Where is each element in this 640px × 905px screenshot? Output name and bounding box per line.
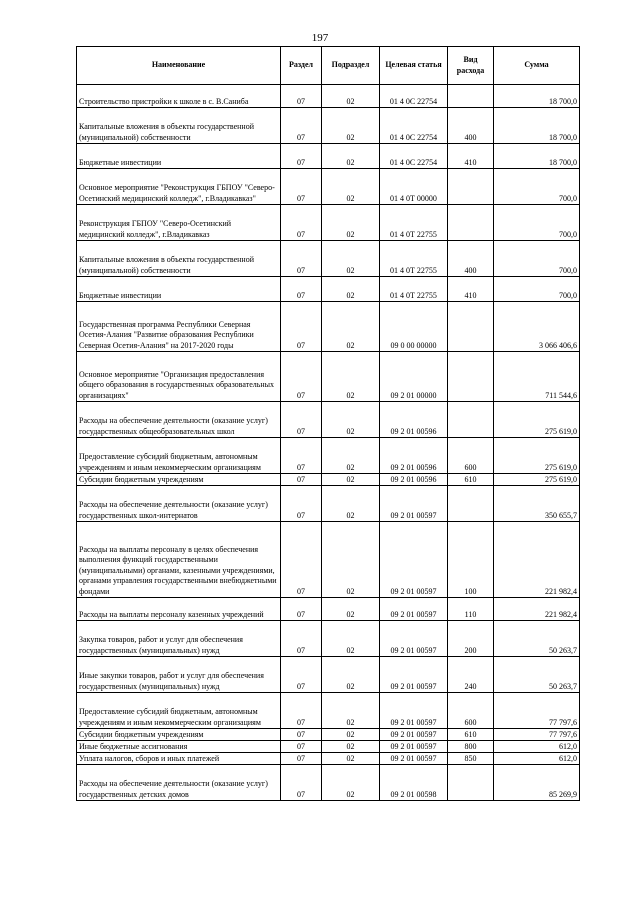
row-article: 09 2 01 00000 xyxy=(380,352,448,402)
row-sum: 50 263,7 xyxy=(494,657,580,693)
table-row xyxy=(77,85,580,108)
row-article: 09 0 00 00000 xyxy=(380,302,448,352)
row-article: 01 4 0С 22754 xyxy=(380,85,448,108)
row-section: 07 xyxy=(281,205,322,241)
row-sum: 221 982,4 xyxy=(494,522,580,598)
row-sum: 221 982,4 xyxy=(494,598,580,621)
row-article: 09 2 01 00596 xyxy=(380,402,448,438)
table-body xyxy=(77,85,580,801)
row-subsection: 02 xyxy=(322,693,380,729)
row-section: 07 xyxy=(281,474,322,486)
table-row xyxy=(77,741,580,753)
row-sum: 700,0 xyxy=(494,241,580,277)
table-row xyxy=(77,108,580,144)
row-name: Предоставление субсидий бюджетным, автономным учреждениям и иным некоммерческим организациям xyxy=(77,438,281,474)
row-section: 07 xyxy=(281,402,322,438)
header-sum: Сумма xyxy=(494,47,580,85)
row-name: Субсидии бюджетным учреждениям xyxy=(77,729,281,741)
row-sum: 77 797,6 xyxy=(494,729,580,741)
row-section: 07 xyxy=(281,352,322,402)
row-type: 200 xyxy=(448,621,494,657)
row-type: 610 xyxy=(448,474,494,486)
row-type: 110 xyxy=(448,598,494,621)
table-row xyxy=(77,486,580,522)
row-section: 07 xyxy=(281,486,322,522)
row-sum: 77 797,6 xyxy=(494,693,580,729)
row-sum: 612,0 xyxy=(494,753,580,765)
table-row xyxy=(77,598,580,621)
row-type: 100 xyxy=(448,522,494,598)
row-name: Строительство пристройки к школе в с. В.Санибa xyxy=(77,85,281,108)
row-name: Бюджетные инвестиции xyxy=(77,144,281,169)
table-row xyxy=(77,241,580,277)
table-row xyxy=(77,438,580,474)
row-article: 01 4 0С 22754 xyxy=(380,108,448,144)
row-subsection: 02 xyxy=(322,741,380,753)
row-name: Основное мероприятие "Реконструкция ГБПОУ "Северо-Осетинский медицинский колледж", г.Владикавказ" xyxy=(77,169,281,205)
row-name: Основное мероприятие "Организация предоставления общего образования в государственных образовательных организациях" xyxy=(77,352,281,402)
row-section: 07 xyxy=(281,85,322,108)
table-row xyxy=(77,277,580,302)
row-article: 09 2 01 00597 xyxy=(380,693,448,729)
row-subsection: 02 xyxy=(322,474,380,486)
row-section: 07 xyxy=(281,169,322,205)
row-sum: 275 619,0 xyxy=(494,474,580,486)
row-subsection: 02 xyxy=(322,302,380,352)
budget-table xyxy=(76,46,580,801)
row-article: 09 2 01 00597 xyxy=(380,486,448,522)
row-type xyxy=(448,402,494,438)
row-name: Расходы на обеспечение деятельности (оказание услуг) государственных школ-интернатов xyxy=(77,486,281,522)
table-row xyxy=(77,474,580,486)
row-name: Расходы на выплаты персоналу казенных учреждений xyxy=(77,598,281,621)
header-name: Наименование xyxy=(77,47,281,85)
row-type xyxy=(448,169,494,205)
row-section: 07 xyxy=(281,729,322,741)
row-subsection: 02 xyxy=(322,438,380,474)
row-article: 01 4 0Т 22755 xyxy=(380,241,448,277)
row-name: Расходы на выплаты персоналу в целях обеспечения выполнения функций государственными (муниципальными) органами, казенными учреждениями, органами управления государственными внебюджетными фондами xyxy=(77,522,281,598)
row-article: 09 2 01 00597 xyxy=(380,741,448,753)
row-name: Бюджетные инвестиции xyxy=(77,277,281,302)
row-name: Субсидии бюджетным учреждениям xyxy=(77,474,281,486)
row-type xyxy=(448,85,494,108)
row-section: 07 xyxy=(281,621,322,657)
row-section: 07 xyxy=(281,657,322,693)
row-name: Реконструкция ГБПОУ "Северо-Осетинский медицинский колледж", г.Владикавказ xyxy=(77,205,281,241)
row-article: 09 2 01 00597 xyxy=(380,598,448,621)
row-article: 01 4 0С 22754 xyxy=(380,144,448,169)
row-subsection: 02 xyxy=(322,765,380,801)
row-subsection: 02 xyxy=(322,402,380,438)
row-article: 09 2 01 00597 xyxy=(380,621,448,657)
row-sum: 700,0 xyxy=(494,277,580,302)
row-sum: 275 619,0 xyxy=(494,402,580,438)
page-number: 197 xyxy=(311,32,329,44)
row-type: 410 xyxy=(448,144,494,169)
row-sum: 711 544,6 xyxy=(494,352,580,402)
row-sum: 350 655,7 xyxy=(494,486,580,522)
row-section: 07 xyxy=(281,753,322,765)
row-section: 07 xyxy=(281,241,322,277)
row-name: Капитальные вложения в объекты государственной (муниципальной) собственности xyxy=(77,241,281,277)
row-article: 09 2 01 00596 xyxy=(380,474,448,486)
table-header-row xyxy=(77,47,580,85)
row-sum: 18 700,0 xyxy=(494,108,580,144)
row-type: 800 xyxy=(448,741,494,753)
table-row xyxy=(77,144,580,169)
row-subsection: 02 xyxy=(322,753,380,765)
row-name: Расходы на обеспечение деятельности (оказание услуг) государственных детских домов xyxy=(77,765,281,801)
row-name: Капитальные вложения в объекты государственной (муниципальной) собственности xyxy=(77,108,281,144)
row-type: 240 xyxy=(448,657,494,693)
row-sum: 3 066 406,6 xyxy=(494,302,580,352)
header-subsection: Подраздел xyxy=(322,47,380,85)
row-article: 01 4 0Т 22755 xyxy=(380,205,448,241)
table-row xyxy=(77,352,580,402)
row-name: Предоставление субсидий бюджетным, автономным учреждениям и иным некоммерческим организациям xyxy=(77,693,281,729)
table-row xyxy=(77,169,580,205)
row-type xyxy=(448,352,494,402)
row-article: 01 4 0Т 00000 xyxy=(380,169,448,205)
row-sum: 700,0 xyxy=(494,205,580,241)
row-type: 610 xyxy=(448,729,494,741)
row-type xyxy=(448,205,494,241)
row-sum: 612,0 xyxy=(494,741,580,753)
row-section: 07 xyxy=(281,302,322,352)
row-sum: 85 269,9 xyxy=(494,765,580,801)
table-row xyxy=(77,302,580,352)
table-row xyxy=(77,205,580,241)
row-type xyxy=(448,302,494,352)
table-row xyxy=(77,402,580,438)
row-subsection: 02 xyxy=(322,108,380,144)
row-type: 410 xyxy=(448,277,494,302)
row-article: 09 2 01 00596 xyxy=(380,438,448,474)
header-section: Раздел xyxy=(281,47,322,85)
row-name: Иные закупки товаров, работ и услуг для обеспечения государственных (муниципальных) нужд xyxy=(77,657,281,693)
row-sum: 18 700,0 xyxy=(494,144,580,169)
row-article: 01 4 0Т 22755 xyxy=(380,277,448,302)
row-subsection: 02 xyxy=(322,598,380,621)
row-subsection: 02 xyxy=(322,522,380,598)
row-subsection: 02 xyxy=(322,352,380,402)
row-type: 400 xyxy=(448,108,494,144)
row-section: 07 xyxy=(281,741,322,753)
row-subsection: 02 xyxy=(322,729,380,741)
row-subsection: 02 xyxy=(322,144,380,169)
row-type xyxy=(448,765,494,801)
row-section: 07 xyxy=(281,765,322,801)
row-sum: 50 263,7 xyxy=(494,621,580,657)
row-subsection: 02 xyxy=(322,241,380,277)
row-article: 09 2 01 00597 xyxy=(380,522,448,598)
row-type: 400 xyxy=(448,241,494,277)
row-article: 09 2 01 00597 xyxy=(380,753,448,765)
header-type: Вид расхода xyxy=(448,47,494,85)
row-section: 07 xyxy=(281,693,322,729)
header-article: Целевая статья xyxy=(380,47,448,85)
row-article: 09 2 01 00597 xyxy=(380,657,448,693)
row-sum: 700,0 xyxy=(494,169,580,205)
table-row xyxy=(77,729,580,741)
row-subsection: 02 xyxy=(322,657,380,693)
row-name: Уплата налогов, сборов и иных платежей xyxy=(77,753,281,765)
row-name: Государственная программа Республики Северная Осетия-Алания "Развитие образования Республики Северная Осетия-Алания" на 2017-2020 годы xyxy=(77,302,281,352)
row-section: 07 xyxy=(281,108,322,144)
table-row xyxy=(77,693,580,729)
row-section: 07 xyxy=(281,438,322,474)
row-type xyxy=(448,486,494,522)
row-sum: 275 619,0 xyxy=(494,438,580,474)
row-subsection: 02 xyxy=(322,205,380,241)
row-type: 600 xyxy=(448,693,494,729)
table-row xyxy=(77,657,580,693)
row-section: 07 xyxy=(281,598,322,621)
row-article: 09 2 01 00598 xyxy=(380,765,448,801)
table-row xyxy=(77,765,580,801)
row-name: Расходы на обеспечение деятельности (оказание услуг) государственных общеобразовательных школ xyxy=(77,402,281,438)
row-type: 850 xyxy=(448,753,494,765)
row-type: 600 xyxy=(448,438,494,474)
row-sum: 18 700,0 xyxy=(494,85,580,108)
row-subsection: 02 xyxy=(322,169,380,205)
row-subsection: 02 xyxy=(322,621,380,657)
row-section: 07 xyxy=(281,277,322,302)
row-section: 07 xyxy=(281,144,322,169)
row-name: Закупка товаров, работ и услуг для обеспечения государственных (муниципальных) нужд xyxy=(77,621,281,657)
row-article: 09 2 01 00597 xyxy=(380,729,448,741)
table-row xyxy=(77,621,580,657)
row-subsection: 02 xyxy=(322,277,380,302)
row-section: 07 xyxy=(281,522,322,598)
row-subsection: 02 xyxy=(322,85,380,108)
table-row xyxy=(77,522,580,598)
table-row xyxy=(77,753,580,765)
row-name: Иные бюджетные ассигнования xyxy=(77,741,281,753)
row-subsection: 02 xyxy=(322,486,380,522)
